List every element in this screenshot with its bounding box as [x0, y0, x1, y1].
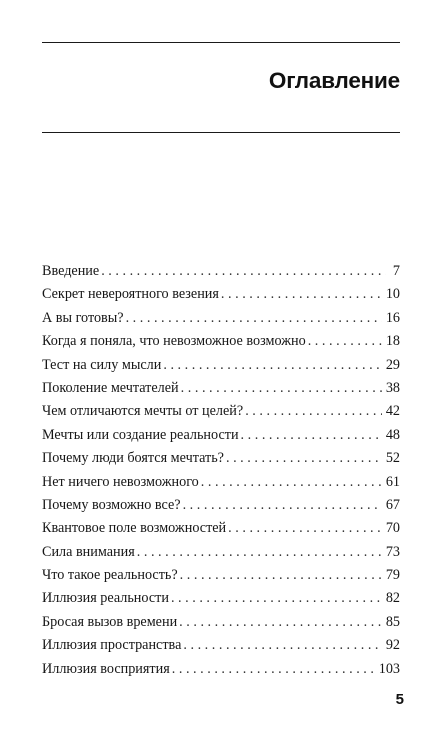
toc-entry-page: 42 — [385, 403, 400, 420]
toc-entry-title: Нет ничего невозможного — [42, 473, 199, 490]
dot-leader — [137, 543, 382, 561]
toc-entry-title: Что такое реальность? — [42, 567, 178, 584]
toc-entry-title: Бросая вызов времени — [42, 613, 178, 630]
toc-entry — [42, 449, 400, 472]
toc-entry-page: 38 — [385, 379, 400, 396]
page-number: 5 — [395, 691, 404, 708]
toc-entry — [42, 402, 400, 425]
toc-entry-page: 70 — [385, 520, 400, 537]
toc-entry — [42, 309, 400, 332]
dot-leader — [180, 566, 382, 584]
dot-leader — [241, 426, 382, 444]
dot-leader — [181, 379, 382, 397]
toc-entry-page: 82 — [385, 590, 400, 607]
title-underline-rule — [42, 132, 400, 133]
toc-entry — [42, 379, 400, 402]
toc-entry — [42, 589, 400, 612]
dot-leader — [171, 589, 382, 607]
toc-entry — [42, 636, 400, 659]
toc-entry-page: 103 — [378, 660, 400, 677]
toc-entry-page: 18 — [385, 333, 400, 350]
dot-leader — [228, 519, 382, 537]
toc-entry-page: 48 — [385, 426, 400, 443]
toc-entry-page: 7 — [392, 263, 400, 279]
toc-entry-title: Квантовое поле возможностей — [42, 520, 227, 537]
toc-entry — [42, 519, 400, 542]
toc-entry-title: Иллюзия пространства — [42, 637, 182, 654]
dot-leader — [245, 402, 382, 420]
toc-entry-title: Иллюзия реальности — [42, 590, 169, 607]
dot-leader — [126, 309, 382, 327]
toc-entry-page: 67 — [385, 496, 400, 513]
toc-entry — [42, 660, 400, 683]
dot-leader — [172, 660, 375, 678]
toc-entry-title: Сила внимания — [42, 543, 135, 560]
toc-entry — [42, 356, 400, 379]
toc-entry-title: Секрет невероятного везения — [42, 286, 219, 303]
toc-entry — [42, 566, 400, 589]
toc-entry-page: 92 — [385, 637, 400, 654]
toc-entry-page: 79 — [385, 567, 400, 584]
toc-entry-title: Тест на силу мысли — [42, 356, 162, 373]
toc-entry-page: 16 — [385, 309, 400, 326]
toc-entry-page: 10 — [385, 286, 400, 303]
dot-leader — [183, 496, 382, 514]
toc-entry-page: 85 — [385, 613, 400, 630]
toc-entry — [42, 613, 400, 636]
dot-leader — [201, 473, 382, 491]
top-rule — [42, 42, 400, 43]
toc-entry-page: 61 — [385, 473, 400, 490]
toc-entry — [42, 426, 400, 449]
toc-entry — [42, 285, 400, 308]
toc-entry-title: Когда я поняла, что невозможное возможно — [42, 333, 306, 350]
dot-leader — [179, 613, 382, 631]
dot-leader — [183, 636, 381, 654]
toc-entry-page: 29 — [385, 356, 400, 373]
toc-entry — [42, 262, 400, 285]
toc-entry — [42, 496, 400, 519]
dot-leader — [221, 285, 382, 303]
dot-leader — [163, 356, 381, 374]
toc-entry-title: Чем отличаются мечты от целей? — [42, 403, 244, 420]
dot-leader — [226, 449, 382, 467]
toc-entry-title: Введение — [42, 263, 100, 279]
toc-entry-title: Иллюзия восприятия — [42, 660, 170, 677]
dot-leader — [308, 332, 382, 350]
toc-entry — [42, 473, 400, 496]
toc-entry — [42, 332, 400, 355]
toc-entry-title: Мечты или создание реальности — [42, 426, 239, 443]
dot-leader — [101, 262, 386, 280]
toc-entry-page: 73 — [385, 543, 400, 560]
table-of-contents — [42, 262, 400, 683]
toc-entry — [42, 543, 400, 566]
page-title: Оглавление — [268, 68, 400, 93]
toc-entry-title: Поколение мечтателей — [42, 379, 179, 396]
toc-entry-title: А вы готовы? — [42, 309, 124, 326]
toc-entry-title: Почему возможно все? — [42, 496, 181, 513]
toc-entry-title: Почему люди боятся мечтать? — [42, 450, 224, 467]
toc-entry-page: 52 — [385, 450, 400, 467]
